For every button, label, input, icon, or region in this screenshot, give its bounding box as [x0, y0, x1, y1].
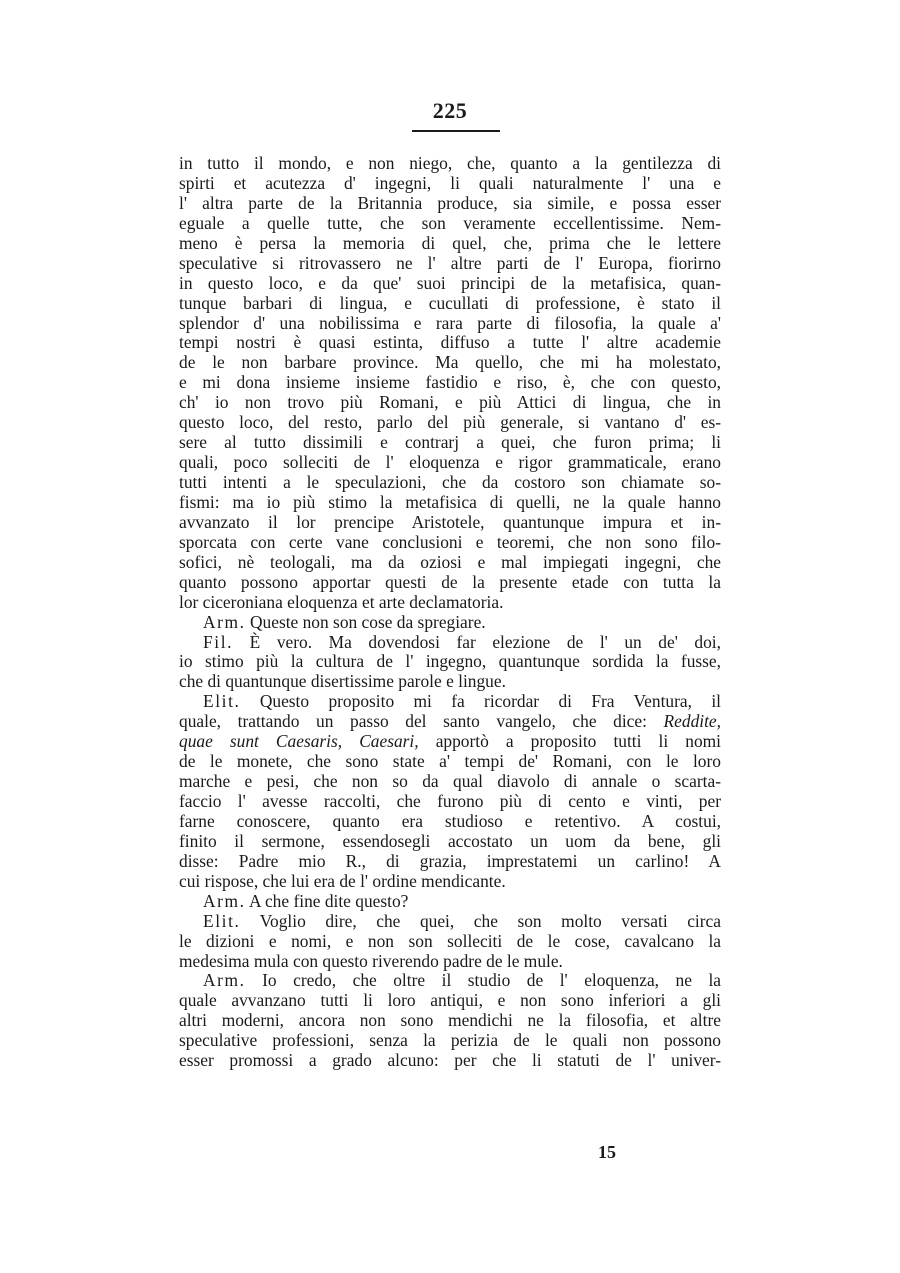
signature-mark: 15: [598, 1142, 616, 1162]
line-text: fismi: ma io più stimo la metafisica di quelli, ne la quale hanno: [179, 491, 721, 512]
line-text: quale avvanzano tutti li loro antiqui, e non sono inferiori a gli: [179, 990, 721, 1011]
text-line: [179, 593, 721, 613]
text-line: [179, 194, 721, 214]
text-line: [179, 274, 721, 294]
line-text: meno è persa la memoria di quel, che, prima che le lettere: [179, 232, 721, 253]
italic-quote: quae sunt Caesaris, Caesari,: [179, 731, 419, 752]
text-line: [179, 752, 721, 772]
text-line: [179, 294, 721, 314]
text-line: [179, 971, 721, 991]
text-line: [179, 353, 721, 373]
text-line: [179, 553, 721, 573]
text-line: [179, 393, 721, 413]
line-text: che di quantunque disertissime parole e lingue.: [179, 671, 506, 692]
line-text: sere al tutto dissimili e contrarj a quei, che furon prima; li: [179, 432, 721, 453]
speaker-label: Fil.: [203, 631, 234, 652]
line-text: Io credo, che oltre il studio de l' eloquenza, ne la: [245, 970, 721, 991]
text-line: [179, 453, 721, 473]
text-line: [179, 513, 721, 533]
line-text: faccio l' avesse raccolti, che furono più di cento e vinti, per: [179, 791, 721, 811]
text-line: [179, 1011, 721, 1031]
text-line: [179, 413, 721, 433]
text-line: [179, 852, 721, 872]
text-line: [179, 772, 721, 792]
line-text: in tutto il mondo, e non niego, che, quanto a la gentilezza di: [179, 153, 721, 173]
line-text: esser promossi a grado alcuno: per che li statuti de l' univer-: [179, 1050, 721, 1071]
italic-quote: Reddite,: [663, 711, 721, 732]
line-text: l' altra parte de la Britannia produce, sia simile, e possa esser: [179, 192, 721, 213]
line-text: farne conoscere, quanto era studioso e retentivo. A costui,: [179, 810, 721, 831]
line-text: de le non barbare province. Ma quello, che mi ha molestato,: [179, 352, 721, 373]
speaker-label: Arm.: [203, 890, 246, 911]
line-text: quale, trattando un passo del santo vangelo, che dice:: [179, 711, 664, 732]
text-line: [179, 234, 721, 254]
line-text: Queste non son cose da spregiare.: [245, 611, 486, 632]
line-text: altri moderni, ancora non sono mendichi ne la filosofia, et altre: [179, 1010, 721, 1031]
line-text: sporcata con certe vane conclusioni e teoremi, che non sono filo-: [179, 531, 721, 552]
line-text: Questo proposito mi fa ricordar di Fra Ventura, il: [240, 691, 721, 712]
line-text: Voglio dire, che quei, che son molto versati circa: [240, 910, 721, 931]
line-text: tempi nostri è quasi estinta, diffuso a tutte l' altre academie: [179, 332, 721, 353]
line-text: quali, poco solleciti de l' eloquenza e rigor grammaticale, erano: [179, 452, 721, 473]
text-line: [179, 533, 721, 553]
speaker-label: Arm.: [203, 611, 246, 632]
line-text: eguale a quelle tutte, che son veramente eccellentissime. Nem-: [179, 212, 721, 233]
text-line: [179, 473, 721, 493]
text-line: [179, 792, 721, 812]
line-text: io stimo più la cultura de l' ingegno, quantunque sordida la fusse,: [179, 651, 721, 672]
text-line: [179, 872, 721, 892]
text-line: [179, 672, 721, 692]
line-text: avvanzato il lor prencipe Aristotele, quantunque impura et in-: [179, 511, 721, 532]
line-text: splendor d' una nobilissima e rara parte di filosofia, la quale a': [179, 312, 721, 333]
speaker-label: Elit.: [203, 910, 241, 931]
text-line: [179, 832, 721, 852]
text-line: [179, 174, 721, 194]
line-text: sofici, nè teologali, ma da oziosi e mal impiegati ingegni, che: [179, 551, 721, 572]
line-text: cui rispose, che lui era de l' ordine mendicante.: [179, 870, 506, 891]
line-text: apportò a proposito tutti li nomi: [418, 731, 722, 752]
line-text: quanto possono apportar questi de la presente etade con tutta la: [179, 571, 721, 592]
line-text: questo loco, del resto, parlo del più generale, si vantano d' es-: [179, 412, 721, 433]
line-text: lor ciceroniana eloquenza et arte declamatoria.: [179, 591, 504, 612]
line-text: le dizioni e nomi, e non son solleciti de le cose, cavalcano la: [179, 930, 721, 951]
text-line: [179, 493, 721, 513]
text-line: [179, 912, 721, 932]
line-text: tutti intenti a le speculazioni, che da costoro son chiamate so-: [179, 472, 721, 492]
text-line: [179, 892, 721, 912]
text-line: [179, 154, 721, 174]
text-line: [179, 573, 721, 593]
text-line: [179, 692, 721, 712]
line-text: disse: Padre mio R., di grazia, imprestatemi un carlino! A: [179, 850, 721, 871]
line-text: in questo loco, e da que' suoi principi de la metafisica, quan-: [179, 272, 721, 293]
line-text: finito il sermone, essendosegli accostato un uom da bene, gli: [179, 830, 721, 851]
line-text: de le monete, che sono state a' tempi de' Romani, con le loro: [179, 751, 721, 772]
line-text: speculative si ritrovassero ne l' altre parti de l' Europa, fiorirno: [179, 252, 721, 273]
speaker-label: Arm.: [203, 970, 246, 991]
text-line: [179, 732, 721, 752]
text-line: [179, 373, 721, 393]
line-text: marche e pesi, che non so da qual diavolo di annale o scarta-: [179, 771, 721, 792]
speaker-label: Elit.: [203, 691, 241, 712]
header-rule: [412, 130, 500, 132]
line-text: e mi dona insieme insieme fastidio e riso, è, che con questo,: [179, 372, 721, 393]
line-text: speculative professioni, senza la perizia de le quali non possono: [179, 1030, 721, 1051]
text-line: [179, 333, 721, 353]
line-text: È vero. Ma dovendosi far elezione de l' un de' doi,: [233, 631, 721, 652]
text-line: [179, 932, 721, 952]
line-text: ch' io non trovo più Romani, e più Attici di lingua, che in: [179, 392, 721, 413]
text-line: [179, 254, 721, 274]
text-line: [179, 652, 721, 672]
text-line: [179, 633, 721, 653]
text-line: [179, 433, 721, 453]
line-text: A che fine dite questo?: [245, 890, 409, 911]
line-text: spirti et acutezza d' ingegni, li quali naturalmente l' una e: [179, 172, 721, 193]
text-line: [179, 952, 721, 972]
page-number: 225: [432, 98, 468, 123]
page-body-text: [179, 154, 721, 1071]
text-line: [179, 712, 721, 732]
text-line: [179, 991, 721, 1011]
text-line: [179, 1031, 721, 1051]
line-text: medesima mula con questo riverendo padre de le mule.: [179, 950, 563, 971]
text-line: [179, 613, 721, 633]
text-line: [179, 314, 721, 334]
text-line: [179, 812, 721, 832]
text-line: [179, 214, 721, 234]
line-text: tunque barbari di lingua, e cucullati di professione, è stato il: [179, 292, 721, 313]
text-line: [179, 1051, 721, 1071]
